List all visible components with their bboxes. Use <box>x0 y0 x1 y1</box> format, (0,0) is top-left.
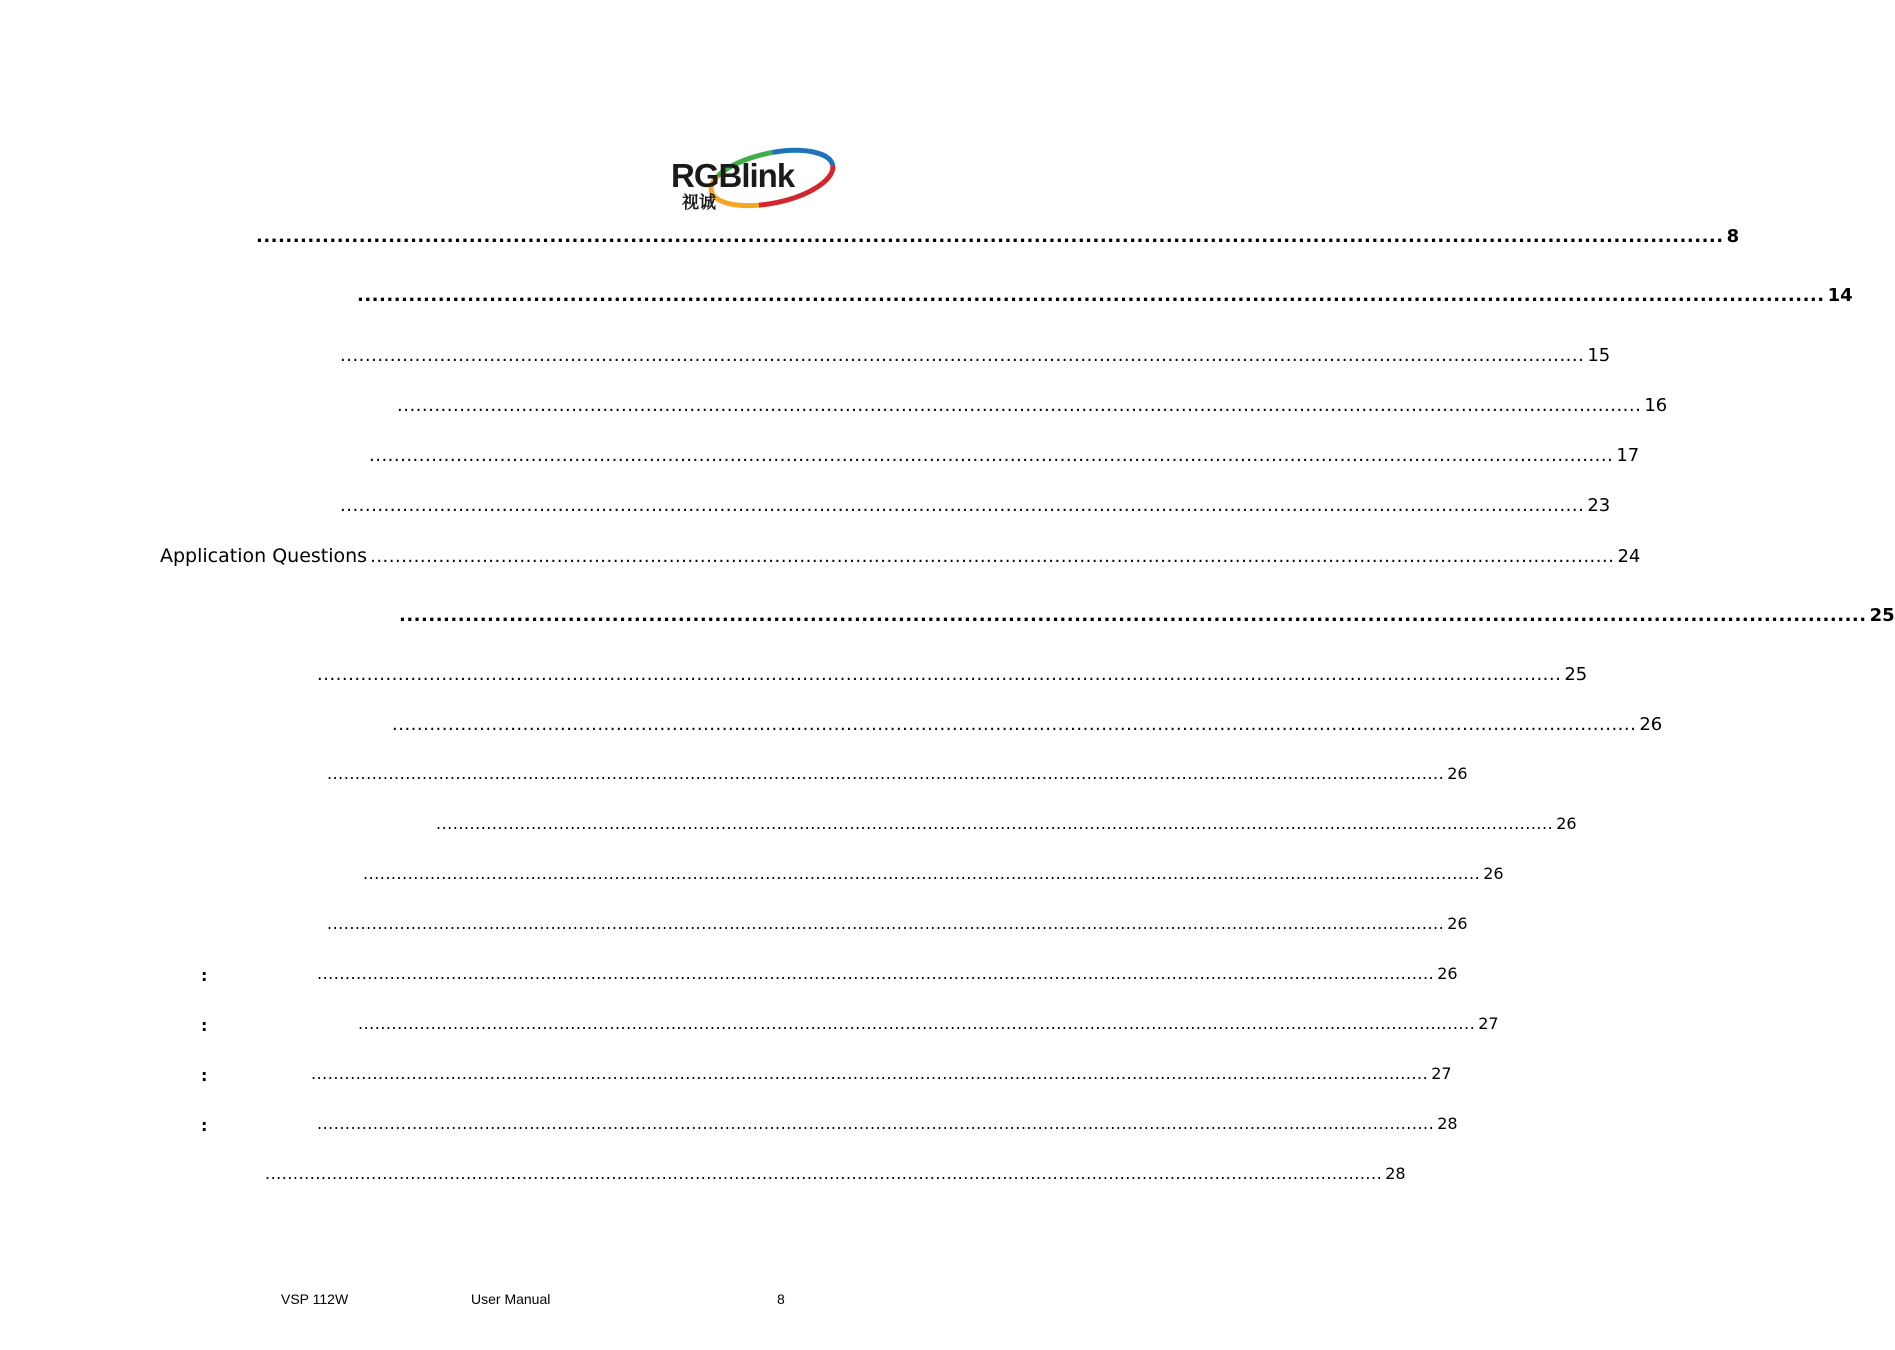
toc-leader-dots: ........................................................................................................................................................................................................ <box>340 345 1585 366</box>
toc-colon: : <box>201 966 208 985</box>
toc-leader-dots: ........................................................................................................................................................................................................ <box>399 605 1867 626</box>
logo-subtext: 视诚 <box>682 193 716 213</box>
toc-entry[interactable] <box>327 764 1468 790</box>
rgblink-logo <box>668 144 838 214</box>
toc-colon: : <box>201 1066 208 1085</box>
toc-entry[interactable] <box>369 445 1640 471</box>
toc-entry-page: 15 <box>1587 345 1611 366</box>
toc-entry-page: 23 <box>1587 495 1611 516</box>
toc-leader-dots: ........................................................................................................................................................................................................ <box>357 285 1825 306</box>
toc-entry[interactable] <box>357 285 1853 311</box>
toc-entry[interactable] <box>436 814 1577 840</box>
toc-entry[interactable] <box>317 664 1588 690</box>
footer-page-number: 8 <box>777 1291 785 1307</box>
toc-leader-dots: ........................................................................................................................................................................................................ <box>256 226 1724 247</box>
toc-entry[interactable] <box>311 1064 1452 1090</box>
toc-entry[interactable] <box>160 545 1641 571</box>
toc-entry-page: 8 <box>1726 226 1740 247</box>
toc-entry[interactable] <box>340 495 1611 521</box>
toc-leader-dots: ........................................................................................................................................................................................................ <box>392 714 1637 735</box>
toc-entry-page: 26 <box>1437 964 1458 983</box>
toc-entry-page: 26 <box>1639 714 1663 735</box>
toc-entry-page: 16 <box>1644 395 1668 416</box>
toc-entry[interactable] <box>327 914 1468 940</box>
toc-entry[interactable] <box>399 605 1895 631</box>
toc-leader-dots: ........................................................................................................................................................................................................ <box>369 445 1614 466</box>
toc-entry[interactable] <box>265 1164 1406 1190</box>
toc-leader-dots: ........................................................................................................................................................................................................ <box>370 546 1615 567</box>
toc-entry-page: 24 <box>1617 546 1641 567</box>
toc-entry[interactable] <box>392 714 1663 740</box>
toc-leader-dots: ........................................................................................................................................................................................................ <box>265 1164 1383 1183</box>
toc-entry-page: 27 <box>1478 1014 1499 1033</box>
toc-entry[interactable] <box>317 964 1458 990</box>
toc-entry-page: 26 <box>1556 814 1577 833</box>
toc-entry-page: 17 <box>1616 445 1640 466</box>
toc-leader-dots: ........................................................................................................................................................................................................ <box>317 964 1435 983</box>
toc-entry[interactable] <box>317 1114 1458 1140</box>
toc-leader-dots: ........................................................................................................................................................................................................ <box>317 664 1562 685</box>
toc-entry-page: 26 <box>1447 914 1468 933</box>
footer-title: User Manual <box>471 1291 551 1307</box>
toc-entry[interactable] <box>397 395 1668 421</box>
toc-leader-dots: ........................................................................................................................................................................................................ <box>363 864 1481 883</box>
toc-entry-page: 26 <box>1447 764 1468 783</box>
toc-leader-dots: ........................................................................................................................................................................................................ <box>327 764 1445 783</box>
toc-entry-page: 14 <box>1827 285 1853 306</box>
toc-leader-dots: ........................................................................................................................................................................................................ <box>358 1014 1476 1033</box>
toc-leader-dots: ........................................................................................................................................................................................................ <box>327 914 1445 933</box>
toc-entry-label: Application Questions <box>160 545 368 567</box>
toc-entry[interactable] <box>256 226 1740 252</box>
toc-entry-page: 28 <box>1437 1114 1458 1133</box>
toc-leader-dots: ........................................................................................................................................................................................................ <box>436 814 1554 833</box>
footer-model: VSP 112W <box>281 1291 349 1307</box>
toc-entry-page: 27 <box>1431 1064 1452 1083</box>
toc-entry-page: 28 <box>1385 1164 1406 1183</box>
toc-leader-dots: ........................................................................................................................................................................................................ <box>397 395 1642 416</box>
toc-entry-page: 26 <box>1483 864 1504 883</box>
toc-entry-page: 25 <box>1564 664 1588 685</box>
toc-entry[interactable] <box>363 864 1504 890</box>
toc-leader-dots: ........................................................................................................................................................................................................ <box>317 1114 1435 1133</box>
toc-leader-dots: ........................................................................................................................................................................................................ <box>311 1064 1429 1083</box>
toc-colon: : <box>201 1116 208 1135</box>
toc-entry[interactable] <box>358 1014 1499 1040</box>
toc-colon: : <box>201 1016 208 1035</box>
toc-leader-dots: ........................................................................................................................................................................................................ <box>340 495 1585 516</box>
toc-entry-page: 25 <box>1869 605 1895 626</box>
toc-entry[interactable] <box>340 345 1611 371</box>
logo-text: RGBlink <box>671 157 795 194</box>
